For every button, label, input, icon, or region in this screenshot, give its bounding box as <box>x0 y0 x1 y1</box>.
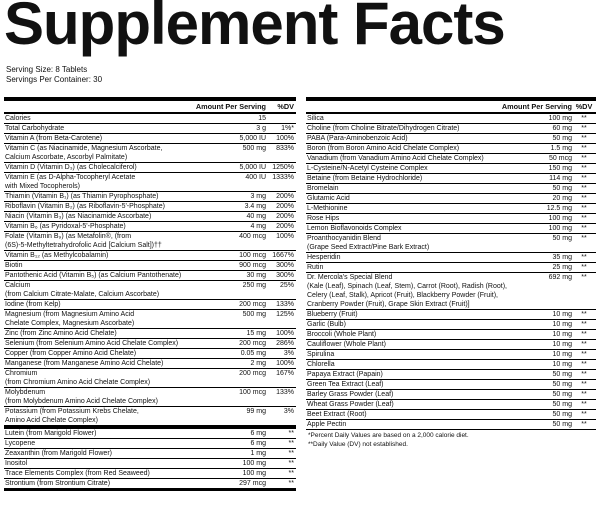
nutrient-dv: 833% <box>276 145 294 152</box>
right-column <box>306 97 596 449</box>
nutrient-row <box>306 134 596 144</box>
right-header <box>306 101 596 114</box>
nutrient-dv: 1333% <box>272 174 294 181</box>
nutrient-name: Copper (from Copper Amino Acid Chelate) <box>5 350 137 357</box>
nutrient-row <box>4 359 296 369</box>
nutrient-name: Dr. Mercola's Special Blend (Kale (Leaf), Spinach (Leaf, Stem), Carrot (Root), Radish (Root), Celery (Leaf, Stalk), Apricot (Fruit), Blackberry Powder (Fruit), Cranberry Powder (Fruit), Grape Skin Extract (Fruit)] <box>307 274 507 308</box>
dv-header: %DV <box>277 102 294 111</box>
nutrient-amount: 4 mg <box>250 223 266 230</box>
amount-header: Amount Per Serving <box>195 102 266 111</box>
nutrient-row <box>306 114 596 124</box>
nutrient-amount: 5,000 IU <box>239 135 266 142</box>
nutrient-name: Magnesium (from Magnesium Amino Acid Chelate Complex, Magnesium Ascorbate) <box>5 311 135 327</box>
nutrient-dv: ** <box>581 421 587 428</box>
nutrient-amount: 114 mg <box>549 175 572 182</box>
nutrient-row <box>306 310 596 320</box>
nutrient-row <box>306 320 596 330</box>
nutrient-dv: ** <box>581 125 587 132</box>
nutrient-name: Proanthocyanidin Blend (Grape Seed Extract/Pine Bark Extract) <box>307 235 430 251</box>
nutrient-amount: 3 mg <box>250 193 266 200</box>
nutrient-name: Calories <box>5 115 31 122</box>
nutrient-name: Lemon Bioflavonoids Complex <box>307 225 402 232</box>
nutrient-dv: 3% <box>283 350 294 357</box>
nutrient-dv: ** <box>581 361 587 368</box>
nutrient-row <box>306 194 596 204</box>
nutrient-row <box>4 173 296 192</box>
nutrient-row <box>4 426 296 439</box>
nutrient-amount: 10 mg <box>552 361 572 368</box>
nutrient-name: Vanadium (from Vanadium Amino Acid Chelate Complex) <box>307 155 484 162</box>
left-header <box>4 101 296 114</box>
nutrient-dv: ** <box>581 225 587 232</box>
nutrient-amount: 150 mg <box>548 165 572 172</box>
nutrient-amount: 10 mg <box>552 341 572 348</box>
nutrient-row <box>4 114 296 124</box>
nutrient-amount: 10 mg <box>552 311 572 318</box>
nutrient-dv: 100% <box>276 330 294 337</box>
nutrient-row <box>306 340 596 350</box>
nutrient-row <box>4 212 296 222</box>
nutrient-dv: ** <box>581 371 587 378</box>
nutrient-dv: ** <box>581 185 587 192</box>
nutrient-amount: 50 mg <box>552 135 572 142</box>
nutrient-name: Bromelain <box>307 185 339 192</box>
nutrient-row <box>4 222 296 232</box>
nutrient-amount: 500 mg <box>242 311 266 318</box>
nutrient-amount: 0.05 mg <box>240 350 266 357</box>
nutrient-name: Vitamin D (Vitamin D₃) (as Cholecalciferol) <box>5 164 137 171</box>
nutrient-row <box>306 204 596 214</box>
nutrient-row <box>306 370 596 380</box>
nutrient-dv: ** <box>581 175 587 182</box>
nutrient-dv: ** <box>581 331 587 338</box>
nutrient-row <box>306 224 596 234</box>
nutrient-name: Chlorella <box>307 361 335 368</box>
nutrient-dv <box>268 114 296 123</box>
nutrient-dv: ** <box>581 165 587 172</box>
nutrient-dv: 1667% <box>272 252 294 259</box>
nutrient-amount: 15 <box>258 115 266 122</box>
nutrient-dv: ** <box>581 155 587 162</box>
nutrient-dv: ** <box>288 480 294 487</box>
nutrient-name: Vitamin A (from Beta-Carotene) <box>5 135 103 142</box>
nutrient-dv: 100% <box>276 233 294 240</box>
nutrient-amount: 200 mcg <box>239 370 266 377</box>
nutrient-name: Choline (from Choline Bitrate/Dihydrogen Citrate) <box>307 125 460 132</box>
nutrient-amount: 400 mcg <box>239 233 266 240</box>
nutrient-name: Vitamin B₁₂ (as Methylcobalamin) <box>5 252 109 259</box>
nutrient-row <box>4 134 296 144</box>
nutrient-amount: 100 mcg <box>239 389 266 396</box>
nutrient-row <box>4 407 296 426</box>
nutrient-row <box>306 253 596 263</box>
nutrient-amount: 100 mg <box>548 115 572 122</box>
nutrient-name: Blueberry (Fruit) <box>307 311 358 318</box>
dv-header: %DV <box>575 102 593 111</box>
nutrient-row <box>4 449 296 459</box>
right-rows <box>306 114 596 430</box>
nutrient-amount: 297 mcg <box>239 480 266 487</box>
nutrient-row <box>4 271 296 281</box>
nutrient-name: L-Cysteine/N-Acetyl Cysteine Complex <box>307 165 428 172</box>
nutrient-name: Silica <box>307 115 324 122</box>
nutrient-row <box>4 251 296 261</box>
nutrient-name: Vitamin C (as Niacinamide, Magnesium Ascorbate, Calcium Ascorbate, Ascorbyl Palmitate) <box>5 145 163 161</box>
nutrient-name: Boron (from Boron Amino Acid Chelate Complex) <box>307 145 460 152</box>
nutrient-amount: 200 mcg <box>239 301 266 308</box>
nutrient-row <box>306 360 596 370</box>
nutrient-name: Pantothenic Acid (Vitamin B₅) (as Calcium Pantothenate) <box>5 272 182 279</box>
nutrient-name: Hesperidin <box>307 254 341 261</box>
nutrient-dv: ** <box>581 351 587 358</box>
nutrient-dv: ** <box>581 411 587 418</box>
nutrient-row <box>306 174 596 184</box>
nutrient-dv: 1%* <box>281 125 294 132</box>
nutrient-dv: ** <box>288 450 294 457</box>
nutrient-amount: 400 IU <box>245 174 266 181</box>
nutrient-name: Total Carbohydrate <box>5 125 65 132</box>
nutrient-amount: 692 mg <box>548 274 572 281</box>
nutrient-name: Barley Grass Powder (Leaf) <box>307 391 394 398</box>
nutrient-name: Cauliflower (Whole Plant) <box>307 341 386 348</box>
nutrient-name: Spirulina <box>307 351 335 358</box>
footnote-dv-not-established: **Daily Value (DV) not established. <box>308 441 408 448</box>
nutrient-dv: ** <box>581 215 587 222</box>
nutrient-dv: ** <box>581 145 587 152</box>
nutrient-amount: 1 mg <box>250 450 266 457</box>
nutrient-amount: 200 mcg <box>239 340 266 347</box>
nutrient-row <box>4 232 296 251</box>
footnote-dv-basis: *Percent Daily Values are based on a 2,000 calorie diet. <box>308 432 469 439</box>
nutrient-dv: ** <box>581 205 587 212</box>
nutrient-row <box>306 124 596 134</box>
nutrient-name: Molybdenum (from Molybdenum Amino Acid Chelate Complex) <box>5 389 158 405</box>
left-rows <box>4 114 296 491</box>
nutrient-name: Papaya Extract (Papain) <box>307 371 383 378</box>
nutrient-amount: 3 g <box>256 125 266 132</box>
nutrient-dv: 133% <box>276 301 294 308</box>
nutrient-dv: ** <box>581 274 587 281</box>
nutrient-dv: ** <box>581 254 587 261</box>
nutrient-amount: 100 mg <box>242 470 266 477</box>
nutrient-dv: 200% <box>276 223 294 230</box>
nutrient-amount: 10 mg <box>552 351 572 358</box>
nutrient-dv: ** <box>288 430 294 437</box>
nutrient-amount: 35 mg <box>552 254 572 261</box>
nutrient-amount: 50 mg <box>552 371 572 378</box>
nutrient-name: Vitamin E (as D-Alpha-Tocopheryl Acetate with Mixed Tocopherols) <box>5 174 136 190</box>
nutrient-row <box>4 261 296 271</box>
nutrient-name: Green Tea Extract (Leaf) <box>307 381 384 388</box>
nutrient-dv: ** <box>581 401 587 408</box>
nutrient-amount: 99 mg <box>246 408 266 415</box>
nutrient-amount: 50 mg <box>552 411 572 418</box>
nutrient-dv: 200% <box>276 213 294 220</box>
nutrient-name: Selenium (from Selenium Amino Acid Chelate Complex) <box>5 340 179 347</box>
nutrient-dv: ** <box>581 135 587 142</box>
nutrient-dv: 167% <box>276 370 294 377</box>
nutrient-row <box>4 310 296 329</box>
nutrient-amount: 3.4 mg <box>244 203 266 210</box>
nutrient-amount: 25 mg <box>552 264 572 271</box>
nutrient-amount: 1.5 mg <box>550 145 572 152</box>
nutrient-amount: 40 mg <box>246 213 266 220</box>
nutrient-dv: 286% <box>276 340 294 347</box>
nutrient-row <box>306 410 596 420</box>
nutrient-row <box>306 390 596 400</box>
nutrient-name: Iodine (from Kelp) <box>5 301 61 308</box>
nutrient-dv: 100% <box>276 135 294 142</box>
nutrient-amount: 20 mg <box>552 195 572 202</box>
left-column <box>4 97 296 491</box>
nutrient-name: Potassium (from Potassium Krebs Chelate, Amino Acid Chelate Complex) <box>5 408 139 424</box>
nutrient-row <box>4 329 296 339</box>
nutrient-amount: 50 mcg <box>549 155 572 162</box>
nutrient-name: Manganese (from Manganese Amino Acid Chelate) <box>5 360 164 367</box>
nutrient-amount: 10 mg <box>552 321 572 328</box>
nutrient-name: Rutin <box>307 264 324 271</box>
nutrient-amount: 60 mg <box>552 125 572 132</box>
nutrient-name: Calcium (from Calcium Citrate-Malate, Calcium Ascorbate) <box>5 282 160 298</box>
nutrient-name: Niacin (Vitamin B₃) (as Niacinamide Ascorbate) <box>5 213 152 220</box>
nutrient-name: Wheat Grass Powder (Leaf) <box>307 401 394 408</box>
nutrient-dv: 25% <box>279 282 294 289</box>
nutrient-amount: 50 mg <box>552 235 572 242</box>
nutrient-row <box>4 439 296 449</box>
nutrient-amount: 15 mg <box>246 330 266 337</box>
nutrient-name: Beet Extract (Root) <box>307 411 367 418</box>
nutrient-dv: ** <box>288 470 294 477</box>
nutrient-name: Broccoli (Whole Plant) <box>307 331 377 338</box>
nutrient-name: Betaine (from Betaine Hydrochloride) <box>307 175 423 182</box>
nutrient-amount: 250 mg <box>242 282 266 289</box>
nutrient-name: Vitamin B₆ (as Pyridoxal-5'-Phosphate) <box>5 223 126 230</box>
panel-title: Supplement Facts <box>4 0 505 57</box>
serving-info <box>6 65 102 85</box>
nutrient-amount: 100 mg <box>548 225 572 232</box>
nutrient-row <box>4 349 296 359</box>
nutrient-row <box>306 330 596 340</box>
nutrient-row <box>4 469 296 479</box>
nutrient-name: Biotin <box>5 262 23 269</box>
nutrient-amount: 5,000 IU <box>239 164 266 171</box>
nutrient-dv: 3% <box>283 408 294 415</box>
nutrient-row <box>306 380 596 390</box>
nutrient-amount: 50 mg <box>552 421 572 428</box>
nutrient-name: Garlic (Bulb) <box>307 321 346 328</box>
nutrient-dv: ** <box>288 440 294 447</box>
nutrient-dv: ** <box>581 321 587 328</box>
nutrient-row <box>4 339 296 349</box>
nutrient-name: Lycopene <box>5 440 36 447</box>
nutrient-row <box>306 144 596 154</box>
nutrient-row <box>4 144 296 163</box>
nutrient-dv: 133% <box>276 389 294 396</box>
nutrient-dv: ** <box>581 115 587 122</box>
nutrient-row <box>306 234 596 253</box>
nutrient-dv: ** <box>581 391 587 398</box>
amount-header: Amount Per Serving <box>501 102 572 111</box>
nutrient-dv: 100% <box>276 360 294 367</box>
nutrient-row <box>306 184 596 194</box>
nutrient-name: Apple Pectin <box>307 421 347 428</box>
nutrient-amount: 50 mg <box>552 381 572 388</box>
nutrient-amount: 10 mg <box>552 331 572 338</box>
nutrient-row <box>4 163 296 173</box>
nutrient-row <box>306 214 596 224</box>
nutrient-row <box>4 479 296 491</box>
nutrient-name: Inositol <box>5 460 28 467</box>
nutrient-amount: 100 mcg <box>239 252 266 259</box>
nutrient-name: Riboflavin (Vitamin B₂) (as Riboflavin-5'-Phosphate) <box>5 203 165 210</box>
nutrient-row <box>306 164 596 174</box>
nutrient-row <box>4 388 296 407</box>
serving-size: Serving Size: 8 Tablets <box>6 65 88 74</box>
nutrient-row <box>4 459 296 469</box>
nutrient-dv: ** <box>288 460 294 467</box>
nutrient-name: Glutamic Acid <box>307 195 350 202</box>
nutrient-dv: ** <box>581 311 587 318</box>
nutrient-row <box>306 263 596 273</box>
nutrient-name: Rose Hips <box>307 215 340 222</box>
nutrient-row <box>306 400 596 410</box>
nutrient-amount: 6 mg <box>250 430 266 437</box>
nutrient-amount: 30 mg <box>246 272 266 279</box>
nutrient-dv: 1250% <box>272 164 294 171</box>
servings-per-container: Servings Per Container: 30 <box>6 75 103 84</box>
nutrient-row <box>306 273 596 310</box>
footnotes <box>306 431 596 449</box>
nutrient-row <box>4 124 296 134</box>
nutrient-row <box>306 420 596 430</box>
nutrient-amount: 500 mg <box>242 145 266 152</box>
nutrient-amount: 900 mcg <box>239 262 266 269</box>
nutrient-name: Strontium (from Strontium Citrate) <box>5 480 111 487</box>
nutrient-amount: 2 mg <box>250 360 266 367</box>
nutrient-amount: 50 mg <box>552 391 572 398</box>
nutrient-amount: 50 mg <box>552 185 572 192</box>
nutrient-row <box>4 192 296 202</box>
nutrient-name: Folate (Vitamin B₉) (as Metafolin®, (from (6S)-5-Methyltetrahydrofolic Acid [Calcium Salt])†† <box>5 233 162 249</box>
nutrient-name: Thiamin (Vitamin B₁) (as Thiamin Pyrophosphate) <box>5 193 159 200</box>
nutrient-dv: 200% <box>276 203 294 210</box>
nutrient-name: Lutein (from Marigold Flower) <box>5 430 97 437</box>
nutrient-amount: 100 mg <box>242 460 266 467</box>
nutrient-row <box>306 350 596 360</box>
nutrient-row <box>4 369 296 388</box>
nutrient-dv: 300% <box>276 272 294 279</box>
nutrient-name: Zinc (from Zinc Amino Acid Chelate) <box>5 330 117 337</box>
nutrient-dv: ** <box>581 195 587 202</box>
nutrient-dv: ** <box>581 341 587 348</box>
nutrient-amount: 12.5 mg <box>546 205 572 212</box>
nutrient-dv: ** <box>581 235 587 242</box>
nutrient-dv: 300% <box>276 262 294 269</box>
nutrient-row <box>4 202 296 212</box>
nutrient-row <box>306 154 596 164</box>
nutrient-dv: ** <box>581 381 587 388</box>
nutrient-row <box>4 300 296 310</box>
nutrient-name: Chromium (from Chromium Amino Acid Chelate Complex) <box>5 370 151 386</box>
nutrient-name: PABA (Para-Aminobenzoic Acid) <box>307 135 408 142</box>
nutrient-name: Trace Elements Complex (from Red Seaweed) <box>5 470 150 477</box>
nutrient-name: Zeaxanthin (from Marigold Flower) <box>5 450 112 457</box>
nutrient-amount: 100 mg <box>548 215 572 222</box>
nutrient-dv: 125% <box>276 311 294 318</box>
nutrient-dv: ** <box>581 264 587 271</box>
nutrient-dv: 200% <box>276 193 294 200</box>
nutrient-amount: 50 mg <box>552 401 572 408</box>
nutrient-amount: 6 mg <box>250 440 266 447</box>
nutrient-name: L-Methionine <box>307 205 348 212</box>
nutrient-row <box>4 281 296 300</box>
